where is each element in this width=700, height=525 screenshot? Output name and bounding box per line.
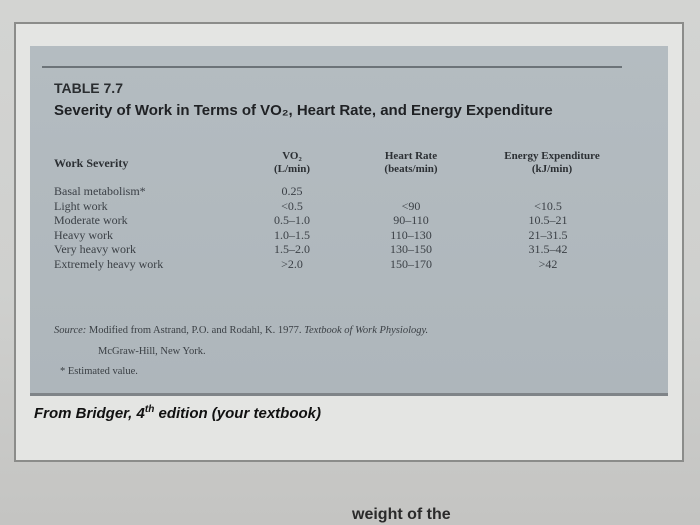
cell-work-severity: Basal metabolism* — [54, 184, 146, 198]
table-row — [30, 242, 668, 257]
cell-vo2: >2.0 — [281, 256, 303, 271]
cell-heart-rate: 130–150 — [390, 242, 432, 257]
cell-work-severity: Extremely heavy work — [54, 256, 164, 271]
cell-work-severity: Very heavy work — [54, 242, 136, 257]
column-header-heart-rate-unit: (beats/min) — [384, 163, 438, 175]
cell-heart-rate: 90–110 — [393, 213, 429, 228]
table-title: Severity of Work in Terms of VO₂, Heart Rate, and Energy Expenditure — [54, 102, 553, 119]
column-header-work-severity: Work Severity — [54, 156, 129, 170]
table-row — [30, 213, 668, 228]
table-footnote: * Estimated value. — [60, 366, 138, 377]
source-book-title: Textbook of Work Physiology. — [304, 325, 429, 336]
table-panel — [30, 46, 668, 396]
slide-caption — [34, 404, 321, 422]
column-header-energy-unit: (kJ/min) — [531, 163, 573, 175]
table-row — [30, 199, 668, 214]
cell-work-severity: Light work — [54, 198, 108, 213]
source-label: Source: — [54, 325, 87, 336]
table-row — [30, 257, 668, 272]
cell-energy-expenditure: 21–31.5 — [528, 227, 568, 242]
source-publisher: McGraw-Hill, New York. — [98, 346, 206, 357]
column-header-heart-rate — [366, 150, 456, 176]
slide-frame — [14, 22, 684, 462]
cell-vo2: 0.5–1.0 — [274, 213, 310, 228]
cell-vo2: 1.5–2.0 — [274, 242, 310, 257]
table-body — [30, 184, 668, 272]
caption-superscript: th — [144, 404, 155, 415]
caption-text-end: edition (your textbook) — [154, 405, 321, 422]
cell-vo2: 0.25 — [281, 184, 303, 198]
cell-heart-rate: 110–130 — [390, 227, 432, 242]
column-header-energy-expenditure — [492, 150, 612, 176]
cell-energy-expenditure: 31.5–42 — [528, 242, 568, 257]
column-header-energy-name: Energy Expenditure — [504, 150, 600, 162]
cell-energy-expenditure: <10.5 — [534, 198, 562, 213]
column-header-heart-rate-name: Heart Rate — [384, 150, 438, 162]
table-row — [30, 184, 668, 199]
cell-energy-expenditure: >42 — [538, 256, 558, 271]
source-text: Modified from Astrand, P.O. and Rodahl, K. 1977. — [88, 325, 302, 336]
column-header-vo2-name: VO₂ — [282, 150, 302, 162]
cell-heart-rate: 150–170 — [390, 256, 432, 271]
caption-text-start: From Bridger, 4 — [34, 405, 145, 422]
table-row — [30, 228, 668, 243]
cell-energy-expenditure: 10.5–21 — [528, 213, 568, 228]
cropped-bottom-text: weight of the — [352, 506, 451, 523]
column-header-vo2 — [262, 150, 322, 176]
table-number: TABLE 7.7 — [54, 80, 123, 96]
cell-work-severity: Heavy work — [54, 227, 113, 242]
table-source — [54, 324, 654, 338]
cell-work-severity: Moderate work — [54, 213, 128, 228]
table-top-rule — [42, 66, 622, 68]
cell-vo2: <0.5 — [281, 198, 303, 213]
column-header-vo2-unit: (L/min) — [273, 163, 311, 175]
cell-heart-rate: <90 — [401, 198, 421, 213]
cell-vo2: 1.0–1.5 — [274, 227, 310, 242]
